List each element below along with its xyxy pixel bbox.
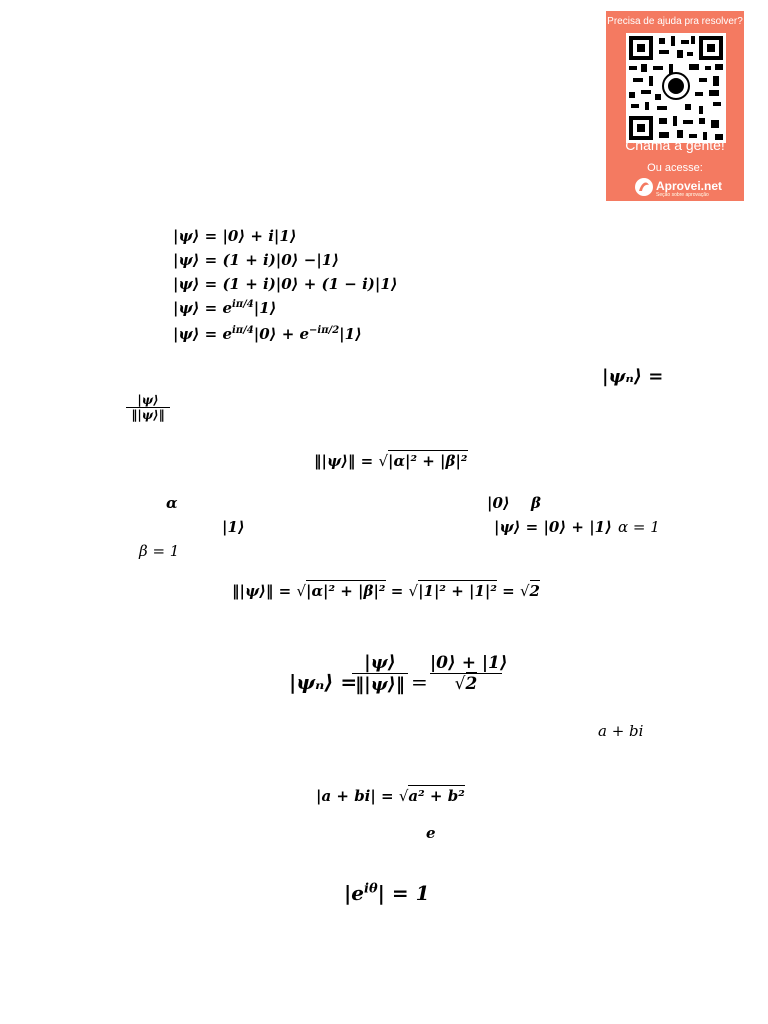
normalized-fraction-2: |0⟩ + |1⟩ √2 bbox=[430, 653, 508, 694]
psi-example: |ψ⟩ = |0⟩ + |1⟩ bbox=[494, 518, 612, 536]
modulus-formula: |a + bi| = √a² + b² bbox=[316, 787, 465, 805]
equation-2: |ψ⟩ = (1 + i)|0⟩ −|1⟩ bbox=[173, 251, 340, 269]
normalized-fraction-1: |ψ⟩ ‖|ψ⟩‖ bbox=[352, 652, 408, 695]
equation-4: |ψ⟩ = $e^{i\pi/4}|1⟩$ bbox=[173, 299, 277, 317]
ket-zero: |0⟩ bbox=[487, 494, 510, 512]
alpha-symbol: α bbox=[166, 494, 178, 512]
qr-code-icon[interactable] bbox=[626, 33, 726, 143]
brand-tagline: Seção sobre aprovação bbox=[656, 192, 709, 198]
alpha-value: α = 1 bbox=[618, 518, 660, 536]
beta-symbol: β bbox=[531, 494, 541, 512]
equation-1: |ψ⟩ = |0⟩ + i|1⟩ bbox=[173, 227, 297, 245]
promo-subtitle: Ou acesse: bbox=[647, 162, 703, 174]
beta-value: β = 1 bbox=[139, 542, 180, 560]
fraction-denominator: ‖|ψ⟩‖ bbox=[131, 408, 165, 422]
equals-sign: = bbox=[411, 670, 428, 694]
brand-link[interactable] bbox=[630, 177, 730, 199]
fraction-numerator: |ψ⟩ bbox=[137, 393, 159, 407]
ket-one: |1⟩ bbox=[222, 518, 245, 536]
complex-number: a + bi bbox=[598, 722, 644, 740]
euler-identity: $|e^{i\theta}| = 1$ bbox=[344, 881, 430, 905]
brand-logo-icon bbox=[634, 177, 654, 197]
psi-n-definition: |ψₙ⟩ = bbox=[602, 366, 664, 387]
normalize-fraction bbox=[126, 393, 170, 422]
equation-3: |ψ⟩ = (1 + i)|0⟩ + (1 − i)|1⟩ bbox=[173, 275, 398, 293]
euler-e: e bbox=[426, 824, 436, 842]
promo-banner[interactable] bbox=[606, 11, 744, 201]
promo-header: Precisa de ajuda pra resolver? bbox=[607, 16, 743, 27]
psi-n-lhs: |ψₙ⟩ = bbox=[289, 670, 358, 694]
brand-name: Aprovei.net bbox=[656, 179, 723, 193]
equation-5: |ψ⟩ = $e^{i\pi/4}|0⟩$ + $e^{-i\pi/2}|1⟩$ bbox=[173, 325, 362, 343]
promo-cta: Chama a gente! bbox=[625, 137, 725, 153]
norm-formula: ‖|ψ⟩‖ = √|α|² + |β|² bbox=[314, 452, 468, 470]
norm-calculation: ‖|ψ⟩‖ = √|α|² + |β|² = √|1|² + |1|² = √2 bbox=[232, 582, 540, 600]
